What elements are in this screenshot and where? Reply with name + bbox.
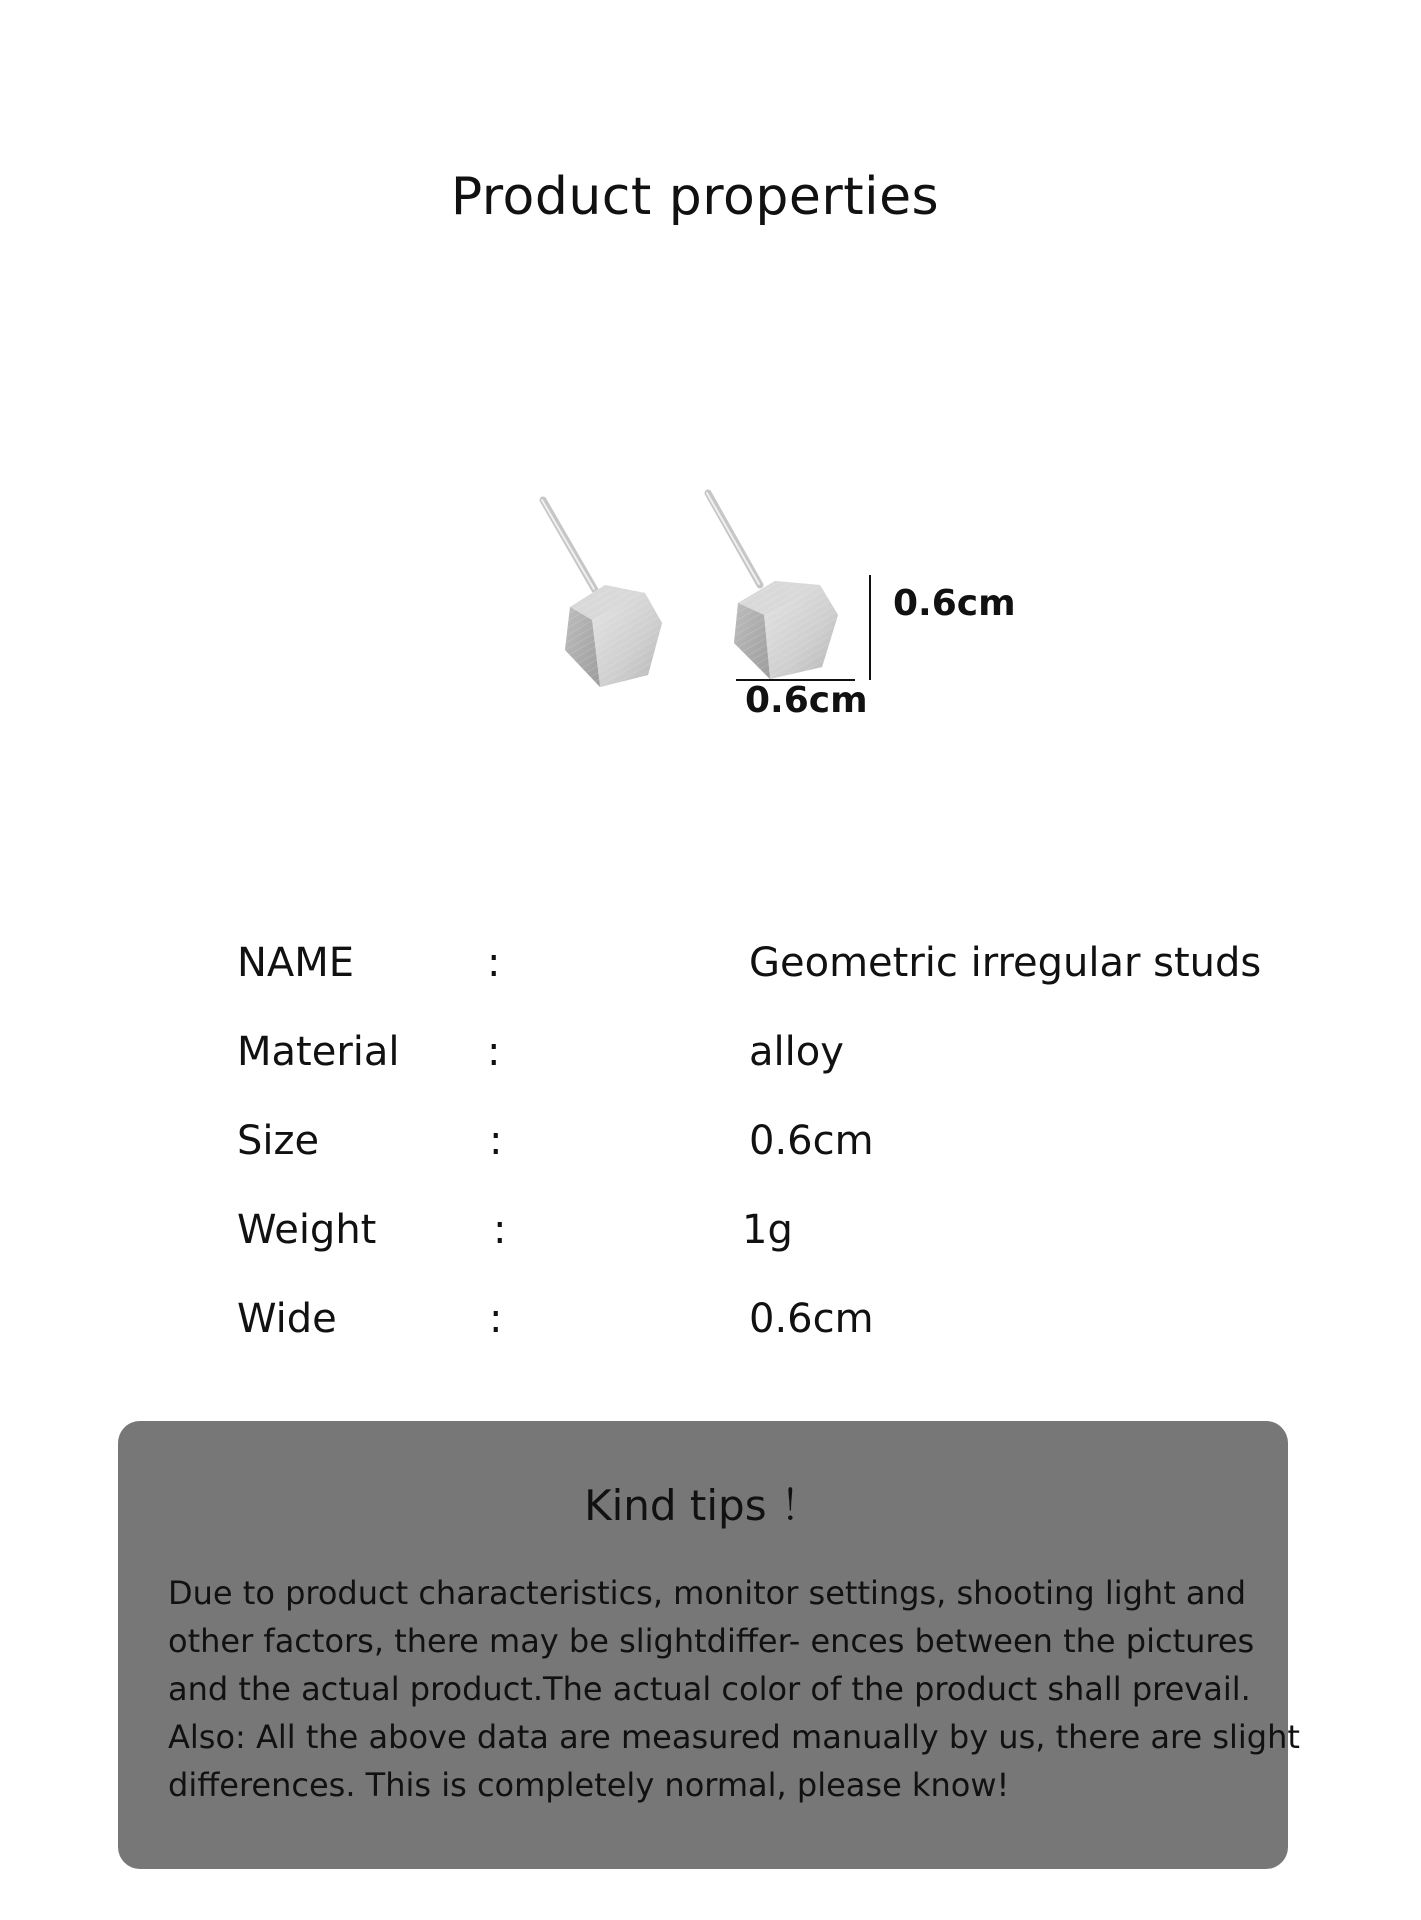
property-value: 0.6cm: [749, 1118, 874, 1164]
kind-tips-title: Kind tips ！: [584, 1481, 822, 1530]
tips-line: Also: All the above data are measured manually by us, there are slight: [168, 1718, 1300, 1756]
property-row-material: [0, 1029, 1421, 1089]
property-value: alloy: [749, 1029, 844, 1075]
property-value: Geometric irregular studs: [749, 940, 1262, 986]
property-separator: :: [489, 1118, 503, 1164]
width-dimension-label: 0.6cm: [745, 680, 868, 721]
property-separator: :: [487, 940, 501, 986]
page-title: Product properties: [450, 166, 940, 227]
kind-tips-panel: [118, 1421, 1300, 1869]
property-value: 0.6cm: [749, 1296, 874, 1342]
property-separator: :: [487, 1029, 501, 1075]
tips-line: differences. This is completely normal, please know!: [168, 1766, 1010, 1804]
property-label: Material: [237, 1029, 400, 1075]
kind-tips-text: [168, 1569, 1300, 1809]
property-label: Wide: [237, 1296, 337, 1342]
product-image: [520, 475, 1040, 735]
property-row-wide: [0, 1296, 1421, 1356]
right-stud: [707, 493, 838, 679]
tips-line: other factors, there may be slightdiffer- ences between the pictures: [168, 1622, 1255, 1660]
tips-line: Due to product characteristics, monitor settings, shooting light and: [168, 1574, 1247, 1612]
property-row-size: [0, 1118, 1421, 1178]
property-separator: :: [493, 1207, 507, 1253]
property-row-weight: [0, 1207, 1421, 1267]
property-value: 1g: [742, 1207, 793, 1253]
left-stud: [542, 500, 662, 687]
tips-line: and the actual product.The actual color of the product shall prevail.: [168, 1670, 1251, 1708]
property-separator: :: [489, 1296, 503, 1342]
property-label: NAME: [237, 940, 355, 986]
height-dimension-label: 0.6cm: [893, 583, 1016, 624]
property-row-name: [0, 940, 1421, 1000]
property-label: Size: [237, 1118, 320, 1164]
property-label: Weight: [237, 1207, 377, 1253]
